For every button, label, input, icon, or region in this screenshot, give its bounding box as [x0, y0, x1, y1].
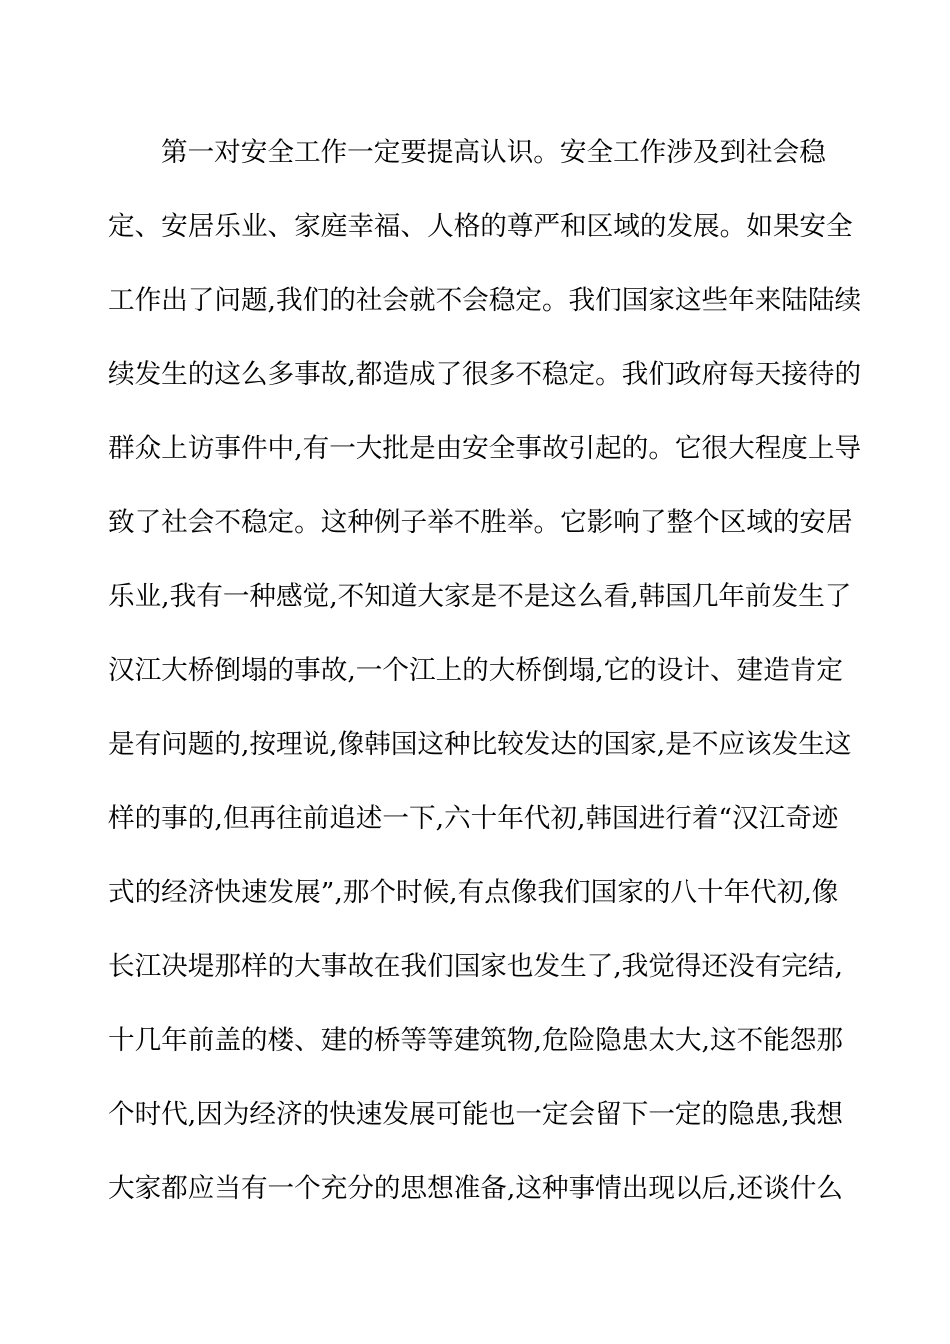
paragraph-line: 式的经济快速发展”,那个时候,有点像我们国家的八十年代初,像 [108, 877, 839, 908]
paragraph-line: 汉江大桥倒塌的事故,一个江上的大桥倒塌,它的设计、建造肯定 [108, 655, 843, 686]
paragraph-line: 个时代,因为经济的快速发展可能也一定会留下一定的隐患,我想 [108, 1099, 843, 1130]
paragraph-line: 续发生的这么多事故,都造成了很多不稳定。我们政府每天接待的 [108, 359, 862, 390]
paragraph-line: 十几年前盖的楼、建的桥等等建筑物,危险隐患太大,这不能怨那 [108, 1025, 843, 1056]
paragraph-line: 第一对安全工作一定要提高认识。安全工作涉及到社会稳 [161, 137, 826, 168]
paragraph-line: 工作出了问题,我们的社会就不会稳定。我们国家这些年来陆陆续 [108, 285, 862, 316]
paragraph-line: 乐业,我有一种感觉,不知道大家是不是这么看,韩国几年前发生了 [108, 581, 852, 612]
paragraph-line: 样的事的,但再往前追述一下,六十年代初,韩国进行着“汉江奇迹 [108, 803, 839, 834]
paragraph-line: 群众上访事件中,有一大批是由安全事故引起的。它很大程度上导 [108, 433, 862, 464]
body-paragraph [108, 131, 862, 1241]
paragraph-line: 是有问题的,按理说,像韩国这种比较发达的国家,是不应该发生这 [108, 729, 852, 760]
paragraph-line: 长江决堤那样的大事故在我们国家也发生了,我觉得还没有完结, [108, 951, 843, 982]
paragraph-line: 致了社会不稳定。这种例子举不胜举。它影响了整个区域的安居 [108, 507, 853, 538]
paragraph-line: 大家都应当有一个充分的思想准备,这种事情出现以后,还谈什么 [108, 1173, 843, 1204]
paragraph-line: 定、安居乐业、家庭幸福、人格的尊严和区域的发展。如果安全 [108, 211, 853, 242]
